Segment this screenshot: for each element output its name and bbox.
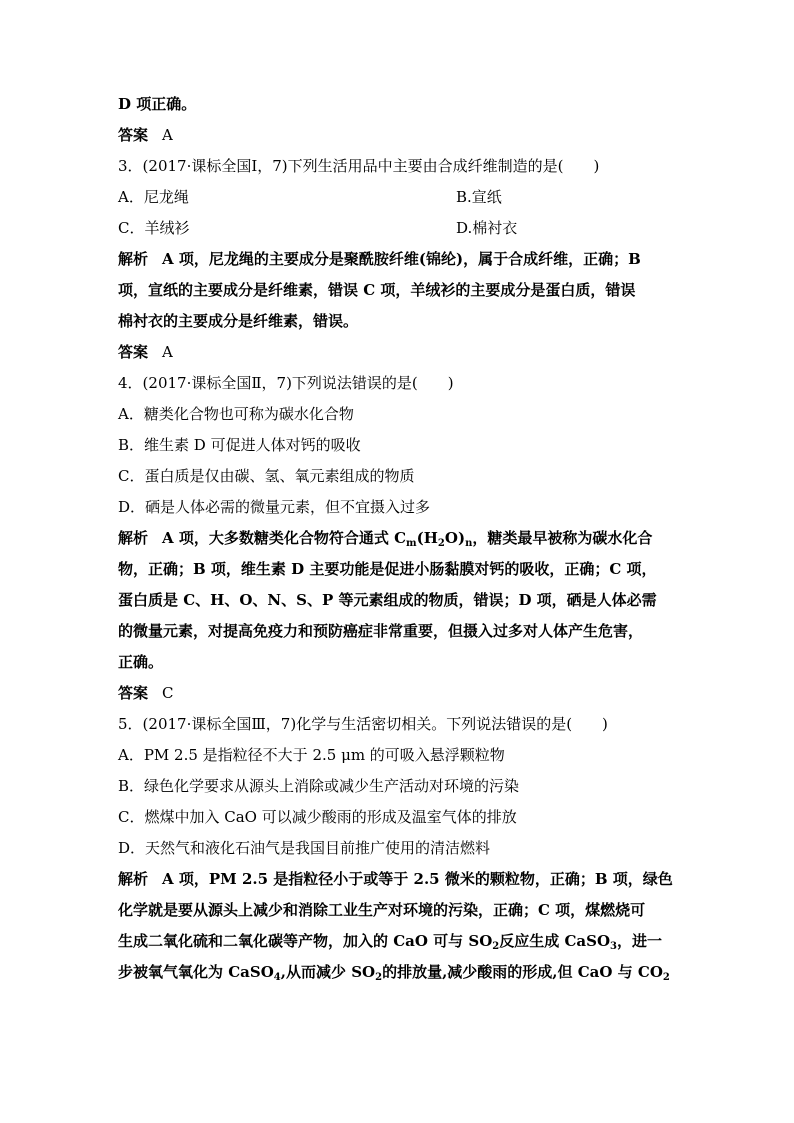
option-d: D.棉衬衣 [456,219,518,237]
explanation-line [118,528,652,554]
text-line: D 项正确。 [118,95,197,113]
explanation-line: 化学就是要从源头上减少和消除工业生产对环境的污染，正确；C 项，煤燃烧可 [118,901,646,919]
explanation-line: 棉衬衣的主要成分是纤维素，错误。 [118,312,359,330]
explanation-text: A 项，大多数糖类化合物符合通式 C [162,529,407,547]
option-c: C．羊绒衫 [118,219,190,237]
answer-label: 答案 [118,126,149,144]
question-3: 3．(2017·课标全国Ⅰ，7)下列生活用品中主要由合成纤维制造的是( ) [118,157,600,175]
subscript: 2 [492,941,500,952]
explanation-text: ，进一 [617,932,663,950]
answer-line [118,342,173,362]
question-4: 4．(2017·课标全国Ⅱ，7)下列说法错误的是( ) [118,374,454,392]
explanation-text: A 项，PM 2.5 是指粒径小于或等于 2.5 微米的颗粒物，正确；B 项，绿色 [162,870,673,888]
explanation-label: 解析 [118,529,149,547]
subscript: 4 [273,972,281,983]
subscript: 3 [610,941,618,952]
explanation-line: 项，宣纸的主要成分是纤维素，错误 C 项，羊绒衫的主要成分是蛋白质，错误 [118,281,636,299]
explanation-line: 正确。 [118,653,164,671]
explanation-text: O) [444,529,466,547]
question-5: 5．(2017·课标全国Ⅲ，7)化学与生活密切相关。下列说法错误的是( ) [118,715,608,733]
subscript: m [406,538,417,549]
option-d: D．天然气和液化石油气是我国目前推广使用的清洁燃料 [118,839,491,857]
option-a: A．尼龙绳 [118,188,189,206]
options-row [118,218,678,238]
explanation-line [118,869,673,889]
option-b: B．维生素 D 可促进人体对钙的吸收 [118,436,361,454]
answer-value: C [162,684,174,702]
explanation-line: 物，正确；B 项，维生素 D 主要功能是促进小肠黏膜对钙的吸收，正确；C 项， [118,560,657,578]
explanation-text: ，糖类最早被称为碳水化合 [472,529,653,547]
option-b: B.宣纸 [456,188,502,206]
explanation-text: (H [416,529,438,547]
option-c: C．蛋白质是仅由碳、氢、氧元素组成的物质 [118,467,415,485]
subscript: 2 [662,972,670,983]
subscript: 2 [375,972,383,983]
explanation-label: 解析 [118,870,149,888]
explanation-text: ,从而减少 SO [280,963,376,981]
option-c: C．燃煤中加入 CaO 可以减少酸雨的形成及温室气体的排放 [118,808,517,826]
options-row [118,187,678,207]
option-b: B．绿色化学要求从源头上消除或减少生产活动对环境的污染 [118,777,520,795]
explanation-label: 解析 [118,250,149,268]
explanation-line [118,249,641,269]
explanation-text: 反应生成 CaSO [499,932,611,950]
answer-line [118,125,173,145]
explanation-line: 蛋白质是 C、H、O、N、S、P 等元素组成的物质，错误；D 项，硒是人体必需 [118,591,657,609]
explanation-text: 步被氧气氧化为 CaSO [118,963,274,981]
answer-label: 答案 [118,684,149,702]
explanation-line [118,931,662,957]
explanation-line [118,962,670,988]
answer-value: A [162,343,173,361]
subscript: 2 [437,538,445,549]
explanation-text: A 项，尼龙绳的主要成分是聚酰胺纤维(锦纶)，属于合成纤维，正确；B [162,250,641,268]
answer-label: 答案 [118,343,149,361]
subscript: n [465,538,473,549]
option-d: D．硒是人体必需的微量元素，但不宜摄入过多 [118,498,431,516]
explanation-text: 的排放量,减少酸雨的形成,但 CaO 与 CO [382,963,663,981]
explanation-text: 生成二氧化硫和二氧化碳等产物，加入的 CaO 可与 SO [118,932,493,950]
option-a: A．糖类化合物也可称为碳水化合物 [118,405,354,423]
answer-line [118,683,174,703]
explanation-line: 的微量元素，对提高免疫力和预防癌症非常重要，但摄入过多对人体产生危害， [118,622,644,640]
option-a: A．PM 2.5 是指粒径不大于 2.5 μm 的可吸入悬浮颗粒物 [118,746,505,764]
answer-value: A [162,126,173,144]
